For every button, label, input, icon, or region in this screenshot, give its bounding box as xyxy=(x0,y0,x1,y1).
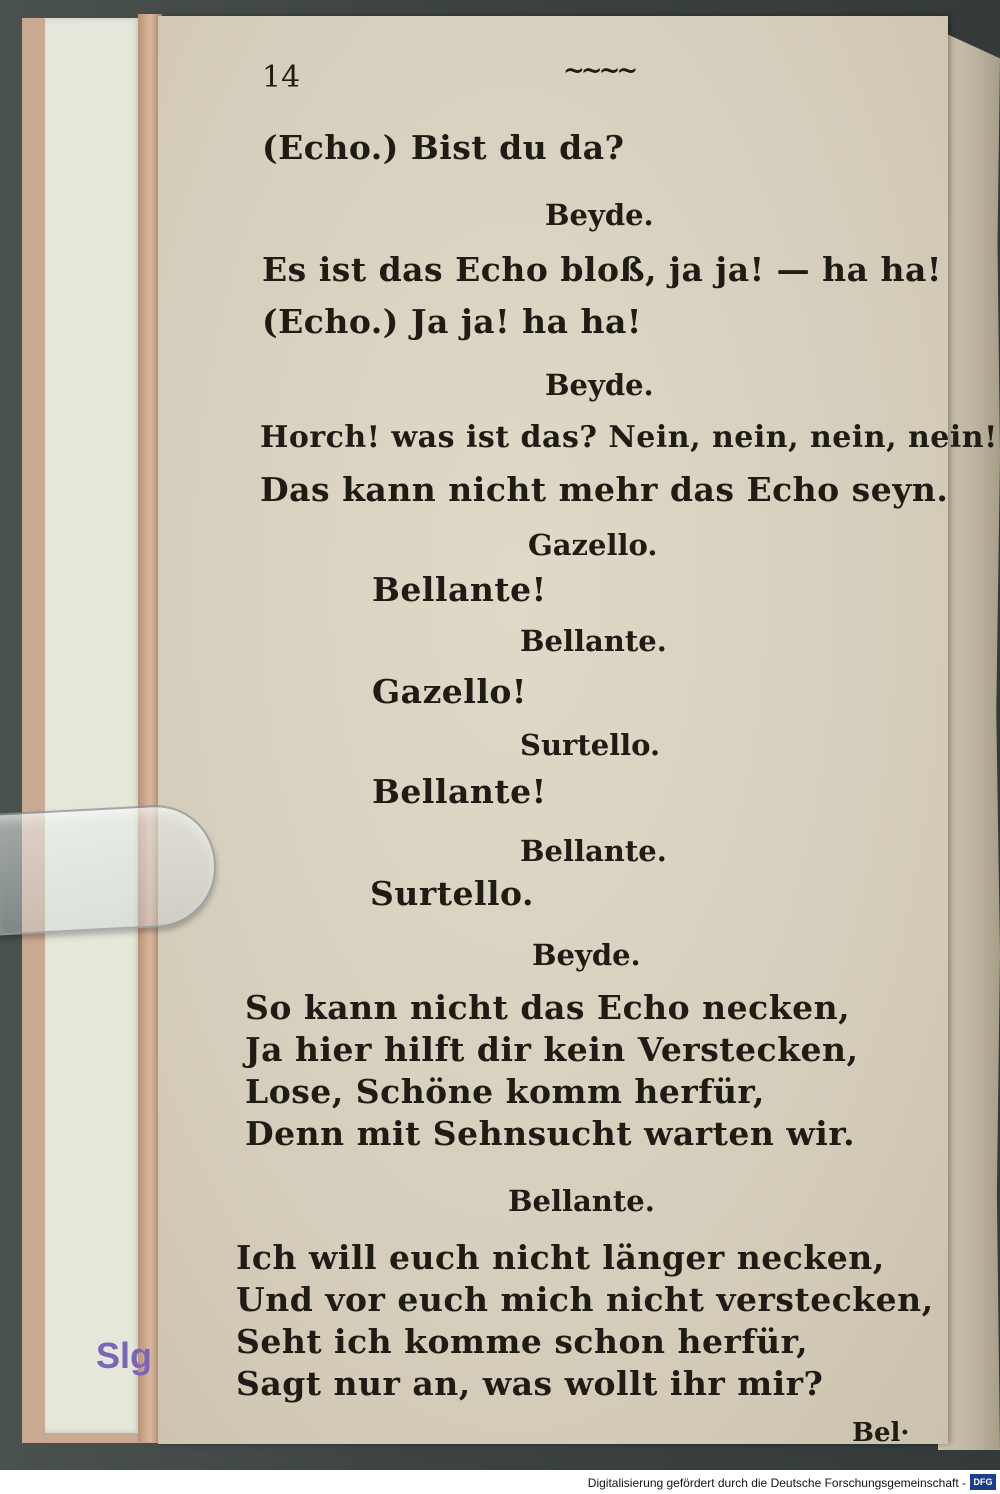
speaker-label: Surtello. xyxy=(520,728,661,762)
catchword: Bel· xyxy=(852,1418,910,1448)
page-number: 14 xyxy=(262,60,301,95)
speaker-label: Bellante. xyxy=(520,624,667,658)
dfg-logo: DFG xyxy=(970,1474,996,1490)
verse-line: (Echo.) Bist du da? xyxy=(262,128,625,167)
header-ornament: ~~~~ xyxy=(563,56,635,86)
funding-credit: Digitalisierung gefördert durch die Deutsche Forschungsgemeinschaft - xyxy=(587,1476,966,1490)
verse-line: Bellante! xyxy=(372,570,547,609)
verse-line: Denn mit Sehnsucht warten wir. xyxy=(245,1114,856,1153)
verse-line: (Echo.) Ja ja! ha ha! xyxy=(262,302,642,341)
page-clip xyxy=(0,802,219,936)
verse-line: Und vor euch mich nicht verstecken, xyxy=(236,1280,934,1319)
verse-line: Lose, Schöne komm herfür, xyxy=(245,1072,765,1111)
flyleaf xyxy=(45,18,140,1433)
speaker-label: Beyde. xyxy=(532,938,641,972)
verse-line: Horch! was ist das? Nein, nein, nein, nein! xyxy=(260,420,998,455)
speaker-label: Bellante. xyxy=(508,1184,655,1218)
speaker-label: Beyde. xyxy=(545,198,654,232)
verse-line: Ich will euch nicht länger necken, xyxy=(236,1238,885,1277)
speaker-label: Gazello. xyxy=(528,528,658,562)
verse-line: Es ist das Echo bloß, ja ja! — ha ha! xyxy=(262,250,942,289)
speaker-label: Bellante. xyxy=(520,834,667,868)
verse-line: Gazello! xyxy=(372,672,527,711)
library-stamp: Slg xyxy=(96,1335,153,1376)
verse-line: Bellante! xyxy=(372,772,547,811)
verse-line: Surtello. xyxy=(370,874,534,913)
verse-line: So kann nicht das Echo necken, xyxy=(245,988,851,1027)
verse-line: Sagt nur an, was wollt ihr mir? xyxy=(236,1364,824,1403)
verse-line: Seht ich komme schon herfür, xyxy=(236,1322,809,1361)
speaker-label: Beyde. xyxy=(545,368,654,402)
verse-line: Das kann nicht mehr das Echo seyn. xyxy=(260,470,949,509)
verse-line: Ja hier hilft dir kein Verstecken, xyxy=(245,1030,859,1069)
